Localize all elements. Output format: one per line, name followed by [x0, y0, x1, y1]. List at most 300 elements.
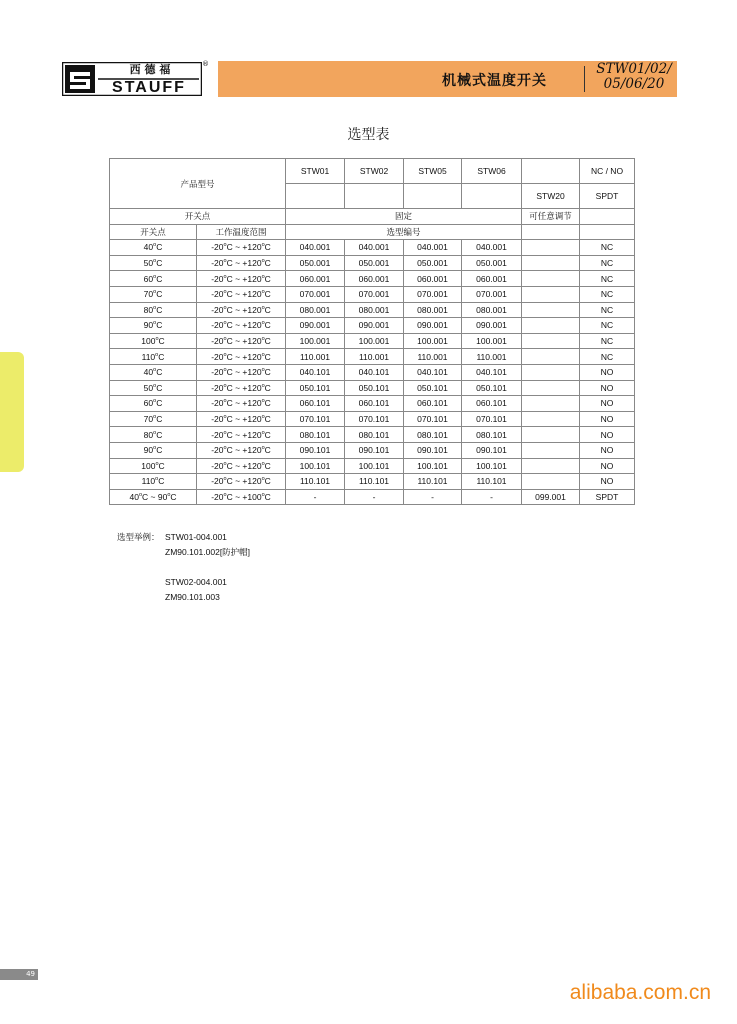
range-hi: +120 — [242, 367, 262, 378]
tilde: ~ — [235, 320, 241, 331]
range-lo: -20 — [211, 258, 224, 269]
code-cell: 100.101 — [345, 458, 404, 474]
switch-point-value: 40 — [143, 242, 154, 253]
example-line2: ZM90.101.002[防护帽] — [165, 547, 251, 557]
stw20-cell — [522, 302, 580, 318]
deg-unit: C — [226, 460, 233, 471]
section-title: 选型表 — [347, 127, 390, 143]
table-header-row-3 — [110, 209, 635, 225]
header-separator — [584, 66, 585, 92]
model-stw01: STW01 — [286, 159, 345, 184]
tilde: ~ — [235, 476, 241, 487]
code-cell: 110.001 — [462, 349, 522, 365]
stw20-cell — [522, 271, 580, 287]
code-cell: 070.101 — [404, 411, 462, 427]
switch-point-cell: 110$^o$C — [110, 349, 197, 365]
deg-unit: C — [264, 398, 271, 409]
code-cell: 060.101 — [404, 396, 462, 412]
code-cell: 100.101 — [404, 458, 462, 474]
type-cell: NC — [580, 286, 635, 302]
switch-point-value: 80 — [143, 429, 154, 440]
table-row — [110, 427, 635, 443]
nc-no-label: NC / NO — [580, 159, 635, 184]
temp-range-cell: -20$^o$C ~ $+120^oC$ — [197, 255, 286, 271]
example-line4: ZM90.101.003 — [165, 592, 220, 602]
deg-unit: C — [264, 273, 271, 284]
range-lo: -20 — [211, 382, 224, 393]
table-row — [110, 364, 635, 380]
model-stw06: STW06 — [462, 159, 522, 184]
range-lo: -20 — [211, 414, 224, 425]
tilde: ~ — [235, 304, 241, 315]
switch-point-value: 110 — [141, 351, 156, 362]
code-cell: 100.101 — [286, 458, 345, 474]
deg-unit: C — [226, 398, 233, 409]
deg-unit: C — [226, 382, 233, 393]
type-cell: NC — [580, 302, 635, 318]
code-cell: 080.101 — [462, 427, 522, 443]
table-header-row-4 — [110, 224, 635, 240]
deg-unit: C — [264, 445, 271, 456]
code-cell: - — [345, 489, 404, 505]
type-cell: NC — [580, 240, 635, 256]
stw20-cell — [522, 240, 580, 256]
stw20-label: STW20 — [522, 184, 580, 209]
range-lo: -20 — [211, 460, 224, 471]
code-cell: 080.101 — [286, 427, 345, 443]
range-hi: +120 — [242, 460, 262, 471]
temp-range-cell: -20$^o$C ~ $+120^oC$ — [197, 364, 286, 380]
code-cell: 060.001 — [462, 271, 522, 287]
range-lo: -20 — [211, 445, 224, 456]
adjustable-label: 可任意调节 — [522, 209, 580, 225]
code-cell: 070.101 — [286, 411, 345, 427]
range-hi: +120 — [242, 273, 262, 284]
deg-unit: C — [226, 273, 233, 284]
tilde: ~ — [235, 273, 241, 284]
brand-cn-text: 西 德 福 — [129, 63, 171, 76]
temp-range-cell: -20$^o$C ~ $+120^oC$ — [197, 302, 286, 318]
code-cell: 050.101 — [345, 380, 404, 396]
stw20-cell: 099.001 — [522, 489, 580, 505]
code-cell: 110.101 — [345, 474, 404, 490]
range-hi: +120 — [242, 476, 262, 487]
deg-unit: C — [226, 289, 233, 300]
header-model-line1: STW01/02/ — [596, 61, 672, 77]
temp-range-cell: -20$^o$C ~ $+120^oC$ — [197, 349, 286, 365]
temp-range-cell: -20$^o$C ~ $+120^oC$ — [197, 411, 286, 427]
code-cell: 060.001 — [404, 271, 462, 287]
example-line1: STW01-004.001 — [165, 532, 227, 542]
type-cell: NC — [580, 349, 635, 365]
empty-cell — [580, 224, 635, 240]
table-row — [110, 474, 635, 490]
deg-unit: C — [226, 258, 233, 269]
switch-point-value: 70 — [143, 289, 154, 300]
range-hi: +120 — [242, 351, 262, 362]
code-cell: 110.001 — [404, 349, 462, 365]
deg-unit: C — [226, 336, 233, 347]
deg-unit: C — [156, 429, 163, 440]
range-lo: -20 — [211, 429, 224, 440]
example-label: 选型举例： — [117, 532, 160, 542]
deg-unit: C — [264, 429, 271, 440]
code-cell: 070.001 — [345, 286, 404, 302]
code-cell: 040.101 — [345, 364, 404, 380]
range-hi: +120 — [242, 258, 262, 269]
type-cell: NO — [580, 427, 635, 443]
code-cell: 040.101 — [462, 364, 522, 380]
deg-unit: C — [158, 351, 165, 362]
range-hi: +120 — [242, 414, 262, 425]
code-cell: 070.101 — [462, 411, 522, 427]
code-cell: 090.001 — [286, 318, 345, 334]
deg-unit: C — [158, 460, 165, 471]
code-cell: 070.101 — [345, 411, 404, 427]
range-hi: +120 — [242, 398, 262, 409]
switch-point-value: 40 — [143, 367, 154, 378]
deg-unit: C — [170, 491, 177, 502]
code-cell: 050.001 — [404, 255, 462, 271]
watermark: alibaba.com.cn — [569, 981, 711, 1004]
switch-point-value: 110 — [141, 476, 156, 487]
range-hi: +100 — [242, 491, 262, 502]
code-cell: 110.101 — [286, 474, 345, 490]
table-row — [110, 396, 635, 412]
switch-point-cell: 40$^o$C — [110, 364, 197, 380]
switch-point-cell: 50$^o$C — [110, 255, 197, 271]
type-cell: NC — [580, 333, 635, 349]
empty-cell — [345, 184, 404, 209]
code-cell: 080.001 — [462, 302, 522, 318]
tilde: ~ — [235, 414, 241, 425]
deg-unit: C — [156, 445, 163, 456]
tilde: ~ — [235, 445, 241, 456]
deg-unit: C — [156, 273, 163, 284]
stw20-cell — [522, 427, 580, 443]
tilde: ~ — [235, 242, 241, 253]
switch-point-value: 80 — [143, 304, 154, 315]
col-codes: 选型编号 — [286, 224, 522, 240]
code-cell: - — [404, 489, 462, 505]
type-cell: NO — [580, 380, 635, 396]
deg-unit: C — [264, 491, 271, 502]
code-cell: 090.001 — [404, 318, 462, 334]
code-cell: 050.101 — [286, 380, 345, 396]
range-lo: -20 — [211, 320, 224, 331]
switch-point-cell: 40$^o$C ~ 90$^o$C — [110, 489, 197, 505]
temp-range-cell: -20$^o$C ~ $+120^oC$ — [197, 380, 286, 396]
code-cell: 060.001 — [345, 271, 404, 287]
deg-unit: C — [264, 336, 271, 347]
stw20-cell — [522, 396, 580, 412]
stw20-cell — [522, 255, 580, 271]
deg-unit: C — [264, 258, 271, 269]
switch-point-cell: 80$^o$C — [110, 302, 197, 318]
range-lo: -20 — [211, 491, 224, 502]
stw20-cell — [522, 458, 580, 474]
table-row — [110, 318, 635, 334]
product-model-label: 产品型号 — [110, 159, 286, 209]
deg-unit: C — [158, 336, 165, 347]
deg-unit: C — [156, 382, 163, 393]
empty-cell — [286, 184, 345, 209]
switch-point-cell: 40$^o$C — [110, 240, 197, 256]
empty-cell — [522, 224, 580, 240]
stw20-cell — [522, 333, 580, 349]
code-cell: 080.001 — [345, 302, 404, 318]
empty-cell — [522, 159, 580, 184]
type-cell: NO — [580, 411, 635, 427]
stw20-cell — [522, 364, 580, 380]
code-cell: 050.101 — [404, 380, 462, 396]
range-hi: +120 — [242, 320, 262, 331]
col-temp-range: 工作温度范围 — [197, 224, 286, 240]
deg-unit: C — [226, 491, 233, 502]
spdt-label: SPDT — [580, 184, 635, 209]
table-row-spdt — [110, 489, 635, 505]
deg-unit: C — [264, 304, 271, 315]
code-cell: 100.001 — [462, 333, 522, 349]
code-cell: 100.101 — [462, 458, 522, 474]
table-row — [110, 286, 635, 302]
deg-unit: C — [226, 414, 233, 425]
type-cell: NC — [580, 318, 635, 334]
stw20-cell — [522, 286, 580, 302]
deg-unit: C — [156, 367, 163, 378]
deg-unit: C — [226, 367, 233, 378]
code-cell: 100.001 — [345, 333, 404, 349]
code-cell: 050.001 — [345, 255, 404, 271]
switch-point-label: 开关点 — [110, 209, 286, 225]
stw20-cell — [522, 380, 580, 396]
range-hi: +120 — [242, 242, 262, 253]
switch-point-value: 50 — [143, 382, 154, 393]
tilde: ~ — [150, 491, 156, 502]
brand-en-text: STAUFF — [112, 79, 186, 96]
switch-point-cell: 70$^o$C — [110, 411, 197, 427]
switch-point-value: 50 — [143, 258, 154, 269]
temp-range-cell: -20$^o$C ~ $+120^oC$ — [197, 442, 286, 458]
code-cell: 080.001 — [404, 302, 462, 318]
code-cell: 060.101 — [345, 396, 404, 412]
type-cell: NO — [580, 458, 635, 474]
tilde: ~ — [235, 491, 241, 502]
deg-unit: C — [142, 491, 149, 502]
range-hi: +120 — [242, 445, 262, 456]
code-cell: 050.101 — [462, 380, 522, 396]
deg-unit: C — [156, 242, 163, 253]
page-number: 49 — [0, 969, 38, 980]
code-cell: 060.101 — [286, 396, 345, 412]
stw20-cell — [522, 474, 580, 490]
type-cell: NO — [580, 364, 635, 380]
code-cell: 070.001 — [462, 286, 522, 302]
switch-point-cell: 90$^o$C — [110, 318, 197, 334]
range-lo: -20 — [211, 273, 224, 284]
deg-unit: C — [264, 382, 271, 393]
selection-table — [109, 158, 635, 505]
deg-unit: C — [226, 476, 233, 487]
range-hi: +120 — [242, 382, 262, 393]
tilde: ~ — [235, 429, 241, 440]
switch-point-cell: 100$^o$C — [110, 458, 197, 474]
switch-point-value: 70 — [143, 414, 154, 425]
table-row — [110, 380, 635, 396]
model-stw05: STW05 — [404, 159, 462, 184]
range-lo: -20 — [211, 398, 224, 409]
code-cell: 110.001 — [345, 349, 404, 365]
range-lo: -20 — [211, 289, 224, 300]
type-cell: NO — [580, 442, 635, 458]
temp-range-cell: -20$^o$C ~ $+120^oC$ — [197, 318, 286, 334]
table-row — [110, 271, 635, 287]
switch-point-value: 60 — [143, 398, 154, 409]
code-cell: - — [462, 489, 522, 505]
deg-unit: C — [264, 242, 271, 253]
deg-unit: C — [226, 429, 233, 440]
stw20-cell — [522, 411, 580, 427]
code-cell: 090.101 — [462, 442, 522, 458]
table-row — [110, 458, 635, 474]
selection-example — [117, 530, 250, 605]
tilde: ~ — [235, 367, 241, 378]
switch-point-value: 90 — [143, 445, 154, 456]
stw20-cell — [522, 318, 580, 334]
table-row — [110, 411, 635, 427]
deg-unit: C — [264, 351, 271, 362]
deg-unit: C — [156, 320, 163, 331]
header-model — [590, 62, 678, 92]
code-cell: 110.101 — [404, 474, 462, 490]
header-title: 机械式温度开关 — [442, 73, 547, 89]
switch-point-cell: 60$^o$C — [110, 396, 197, 412]
temp-range-cell: -20$^o$C ~ $+120^oC$ — [197, 286, 286, 302]
switch-point-cell: 110$^o$C — [110, 474, 197, 490]
type-cell: NO — [580, 474, 635, 490]
switch-point-cell: 50$^o$C — [110, 380, 197, 396]
range-lo: -20 — [211, 476, 224, 487]
tilde: ~ — [235, 336, 241, 347]
code-cell: 100.001 — [286, 333, 345, 349]
empty-cell — [580, 209, 635, 225]
code-cell: 050.001 — [462, 255, 522, 271]
tilde: ~ — [235, 382, 241, 393]
range-hi: +120 — [242, 429, 262, 440]
stw20-cell — [522, 349, 580, 365]
code-cell: 050.001 — [286, 255, 345, 271]
range-hi: +120 — [242, 336, 262, 347]
code-cell: 090.101 — [345, 442, 404, 458]
tilde: ~ — [235, 351, 241, 362]
temp-range-cell: -20$^o$C ~ $+120^oC$ — [197, 240, 286, 256]
switch-point-value: 100 — [141, 336, 156, 347]
code-cell: 040.101 — [286, 364, 345, 380]
tilde: ~ — [235, 289, 241, 300]
deg-unit: C — [226, 445, 233, 456]
deg-unit: C — [226, 242, 233, 253]
switch-point-cell: 70$^o$C — [110, 286, 197, 302]
code-cell: 040.001 — [404, 240, 462, 256]
registered-mark: ® — [202, 60, 209, 68]
empty-cell — [462, 184, 522, 209]
type-cell: SPDT — [580, 489, 635, 505]
code-cell: 070.001 — [286, 286, 345, 302]
code-cell: - — [286, 489, 345, 505]
table-row — [110, 333, 635, 349]
code-cell: 080.001 — [286, 302, 345, 318]
temp-range-cell: -20$^o$C ~ $+100^oC$ — [197, 489, 286, 505]
table-row — [110, 255, 635, 271]
code-cell: 060.001 — [286, 271, 345, 287]
deg-unit: C — [264, 414, 271, 425]
range-lo: -20 — [211, 242, 224, 253]
deg-unit: C — [156, 304, 163, 315]
deg-unit: C — [264, 289, 271, 300]
code-cell: 090.101 — [404, 442, 462, 458]
code-cell: 110.001 — [286, 349, 345, 365]
deg-unit: C — [264, 367, 271, 378]
table-row — [110, 302, 635, 318]
side-tab — [0, 352, 24, 472]
stw20-cell — [522, 442, 580, 458]
code-cell: 060.101 — [462, 396, 522, 412]
switch-point-cell: 100$^o$C — [110, 333, 197, 349]
table-header-row-1 — [110, 159, 635, 184]
switch-point-cell: 80$^o$C — [110, 427, 197, 443]
code-cell: 080.101 — [345, 427, 404, 443]
code-cell: 040.001 — [462, 240, 522, 256]
temp-range-cell: -20$^o$C ~ $+120^oC$ — [197, 271, 286, 287]
table-row — [110, 442, 635, 458]
example-line3: STW02-004.001 — [165, 577, 227, 587]
code-cell: 040.101 — [404, 364, 462, 380]
deg-unit: C — [158, 476, 165, 487]
deg-unit: C — [264, 460, 271, 471]
type-cell: NO — [580, 396, 635, 412]
code-cell: 100.001 — [404, 333, 462, 349]
range-hi: +120 — [242, 289, 262, 300]
deg-unit: C — [226, 320, 233, 331]
code-cell: 090.101 — [286, 442, 345, 458]
deg-unit: C — [156, 398, 163, 409]
code-cell: 090.001 — [462, 318, 522, 334]
switch-point-cell: 60$^o$C — [110, 271, 197, 287]
temp-range-cell: -20$^o$C ~ $+120^oC$ — [197, 474, 286, 490]
tilde: ~ — [235, 398, 241, 409]
table-row — [110, 349, 635, 365]
switch-point-value: 60 — [143, 273, 154, 284]
col-switch-point: 开关点 — [110, 224, 197, 240]
deg-unit: C — [156, 289, 163, 300]
range-hi: +120 — [242, 304, 262, 315]
code-cell: 080.101 — [404, 427, 462, 443]
range-lo: -20 — [211, 367, 224, 378]
range-lo: -20 — [211, 351, 224, 362]
type-cell: NC — [580, 255, 635, 271]
switch-point-value: 100 — [141, 460, 156, 471]
temp-range-cell: -20$^o$C ~ $+120^oC$ — [197, 458, 286, 474]
model-stw02: STW02 — [345, 159, 404, 184]
switch-point-cell: 90$^o$C — [110, 442, 197, 458]
temp-range-cell: -20$^o$C ~ $+120^oC$ — [197, 333, 286, 349]
deg-unit: C — [226, 351, 233, 362]
range-lo: -20 — [211, 304, 224, 315]
point-lo: 40 — [129, 491, 139, 502]
header-model-line2: 05/06/20 — [603, 76, 665, 92]
table-row — [110, 240, 635, 256]
code-cell: 070.001 — [404, 286, 462, 302]
